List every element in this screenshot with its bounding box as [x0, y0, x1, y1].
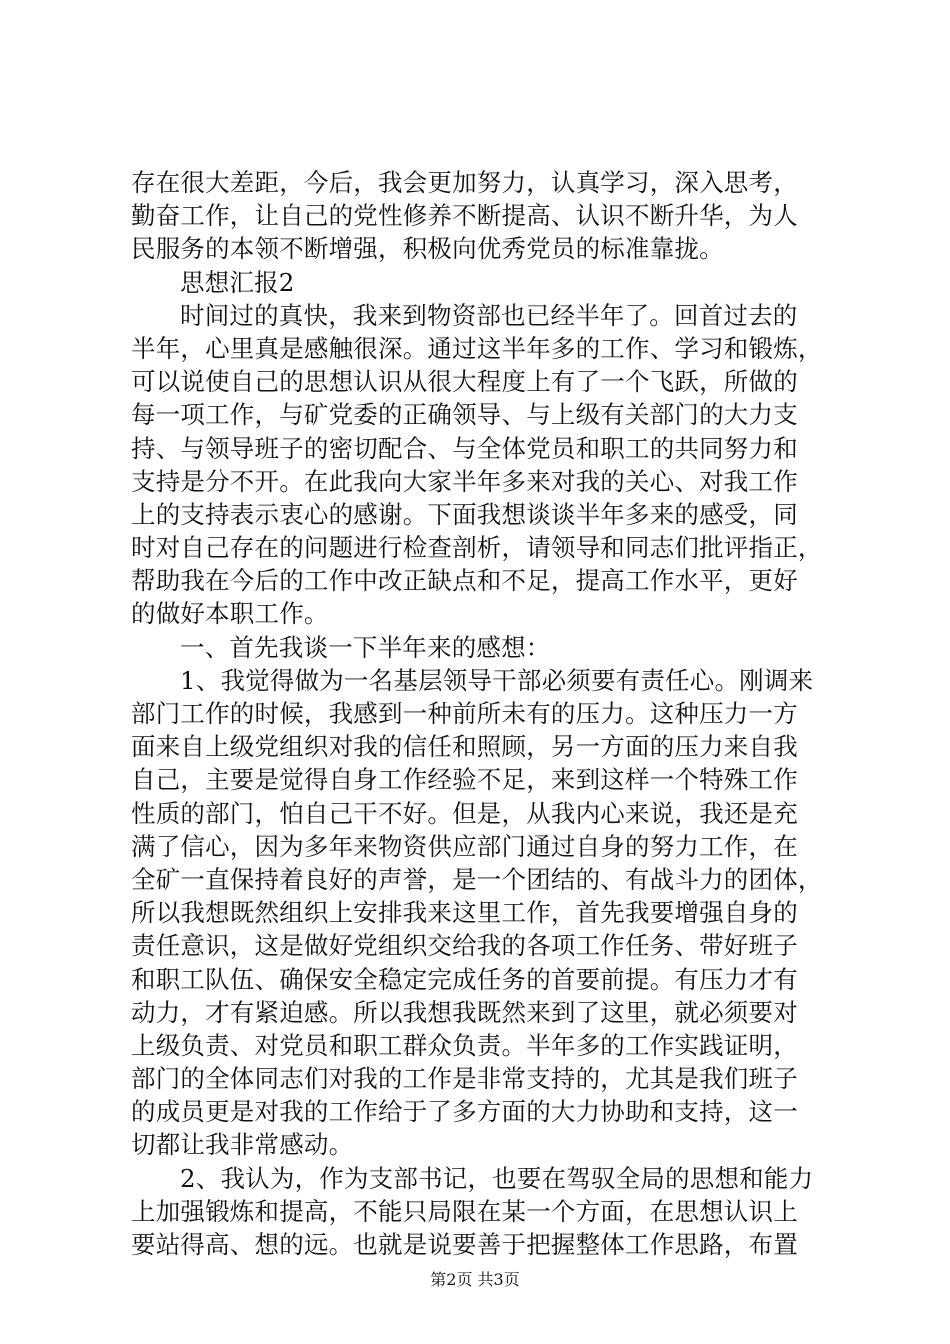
text-line: 责任意识，这是做好党组织交给我的各项工作任务、带好班子 — [131, 931, 798, 961]
text-line: 上加强锻炼和提高，不能只局限在某一个方面，在思想认识上 — [131, 1196, 798, 1226]
text-line: 1、我觉得做为一名基层领导干部必须要有责任心。刚调来 — [180, 665, 814, 695]
text-line: 2、我认为，作为支部书记，也要在驾驭全局的思想和能力 — [180, 1163, 814, 1193]
text-line: 每一项工作，与矿党委的正确领导、与上级有关部门的大力支 — [131, 400, 798, 430]
text-line: 的成员更是对我的工作给于了多方面的大力协助和支持，这一 — [131, 1097, 798, 1127]
text-line: 一、首先我谈一下半年来的感想： — [180, 632, 551, 662]
text-line: 支持是分不开。在此我向大家半年多来对我的关心、对我工作 — [131, 466, 798, 496]
text-line: 满了信心，因为多年来物资供应部门通过自身的努力工作，在 — [131, 831, 798, 861]
text-line: 持、与领导班子的密切配合、与全体党员和职工的共同努力和 — [131, 433, 798, 463]
page-footer: 第2页 共3页 — [430, 1270, 520, 1289]
text-line: 存在很大差距，今后，我会更加努力，认真学习，深入思考， — [131, 168, 798, 197]
text-line: 面来自上级党组织对我的信任和照顾，另一方面的压力来自我 — [131, 732, 798, 762]
text-line: 时间过的真快，我来到物资部也已经半年了。回首过去的 — [180, 300, 798, 330]
text-line: 要站得高、想的远。也就是说要善于把握整体工作思路，布置 — [131, 1230, 798, 1259]
text-line: 勤奋工作，让自己的党性修养不断提高、认识不断升华，为人 — [131, 201, 798, 231]
text-line: 时对自己存在的问题进行检查剖析，请领导和同志们批评指正， — [131, 533, 823, 563]
text-line: 思想汇报2 — [180, 267, 295, 297]
text-line: 和职工队伍、确保安全稳定完成任务的首要前提。有压力才有 — [131, 964, 798, 994]
text-line: 半年，心里真是感触很深。通过这半年多的工作、学习和锻炼， — [131, 333, 823, 363]
text-line: 部门的全体同志们对我的工作是非常支持的，尤其是我们班子 — [131, 1064, 798, 1094]
text-line: 部门工作的时候，我感到一种前所未有的压力。这种压力一方 — [131, 699, 798, 728]
text-line: 上级负责、对党员和职工群众负责。半年多的工作实践证明， — [131, 1030, 798, 1060]
text-line: 性质的部门，怕自己干不好。但是，从我内心来说，我还是充 — [131, 798, 798, 828]
text-line: 民服务的本领不断增强，积极向优秀党员的标准靠拢。 — [131, 234, 724, 264]
text-line: 切都让我非常感动。 — [131, 1130, 354, 1160]
text-line: 自己，主要是觉得自身工作经验不足，来到这样一个特殊工作 — [131, 765, 798, 795]
text-line: 上的支持表示衷心的感谢。下面我想谈谈半年多来的感受，同 — [131, 499, 798, 529]
text-line: 可以说使自己的思想认识从很大程度上有了一个飞跃，所做的 — [131, 367, 798, 397]
document-body — [131, 166, 831, 1261]
text-line: 帮助我在今后的工作中改正缺点和不足，提高工作水平，更好 — [131, 566, 798, 596]
text-line: 所以我想既然组织上安排我来这里工作，首先我要增强自身的 — [131, 898, 798, 928]
text-line: 的做好本职工作。 — [131, 599, 329, 629]
text-line: 动力，才有紧迫感。所以我想我既然来到了这里，就必须要对 — [131, 997, 798, 1027]
text-line: 全矿一直保持着良好的声誉，是一个团结的、有战斗力的团体， — [131, 864, 823, 894]
